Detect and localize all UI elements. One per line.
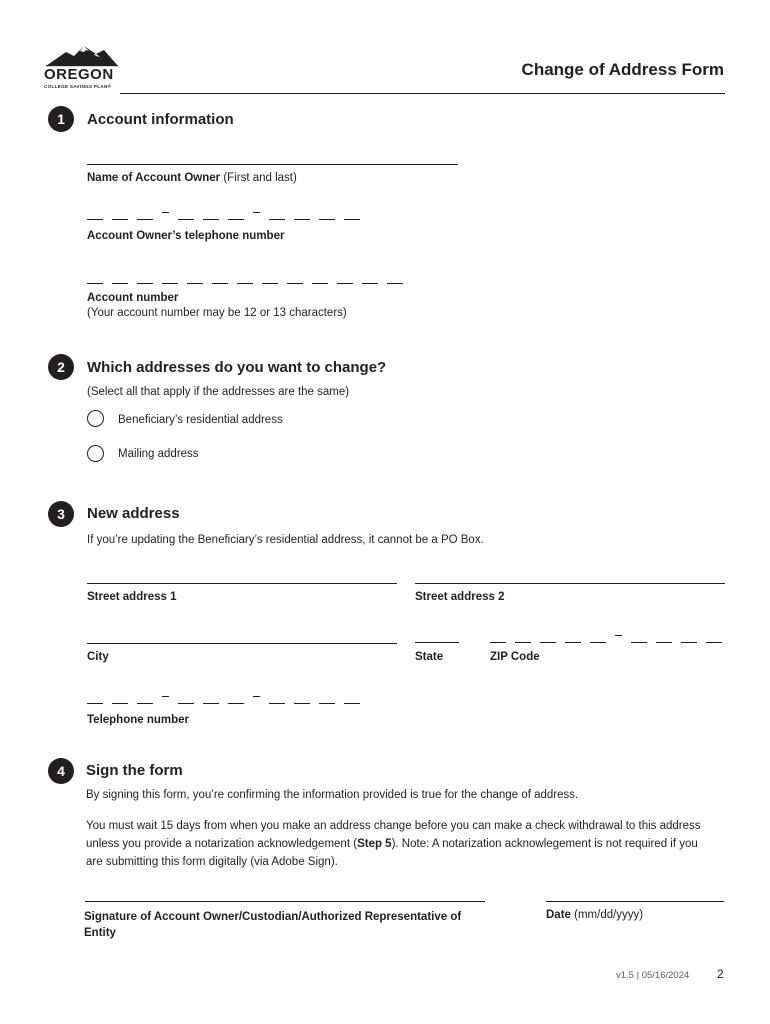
owner-name-field[interactable] bbox=[87, 164, 458, 165]
street-address-1-field[interactable] bbox=[87, 583, 397, 584]
account-number-hint: (Your account number may be 12 or 13 characters) bbox=[87, 307, 347, 319]
section-1-title: Account information bbox=[87, 111, 234, 128]
logo-wordmark: OREGON bbox=[44, 66, 114, 83]
step-4-badge: 4 bbox=[48, 758, 74, 784]
option-beneficiary-address-label: Beneficiary’s residential address bbox=[118, 414, 283, 426]
owner-name-label: Name of Account Owner (First and last) bbox=[87, 172, 297, 184]
account-number-label: Account number bbox=[87, 292, 179, 304]
owner-phone-label: Account Owner’s telephone number bbox=[87, 230, 285, 242]
new-phone-field[interactable] bbox=[87, 690, 369, 704]
street-address-2-label: Street address 2 bbox=[415, 591, 505, 603]
page-number: 2 bbox=[717, 967, 724, 981]
step-3-badge: 3 bbox=[48, 501, 74, 527]
radio-mailing-address[interactable] bbox=[87, 445, 104, 462]
zip-code-label: ZIP Code bbox=[490, 651, 540, 663]
option-mailing-address-label: Mailing address bbox=[118, 448, 199, 460]
form-title: Change of Address Form bbox=[521, 60, 724, 79]
section-4-paragraph-2: You must wait 15 days from when you make an address change before you can make a check withdrawal to this address unless you provide a notarization acknowledgement (Step 5). Note: A notarization acknowlegement is not required if you are submitting this form digitally (via Adobe Sign). bbox=[86, 820, 701, 868]
section-2-instructions: (Select all that apply if the addresses are the same) bbox=[87, 386, 350, 398]
step-1-badge: 1 bbox=[48, 106, 74, 132]
signature-field[interactable] bbox=[85, 901, 485, 902]
account-number-field[interactable] bbox=[87, 270, 412, 284]
city-field[interactable] bbox=[87, 643, 397, 644]
city-label: City bbox=[87, 651, 109, 663]
date-label: Date (mm/dd/yyyy) bbox=[546, 909, 644, 921]
section-3-instructions: If you’re updating the Beneficiary’s residential address, it cannot be a PO Box. bbox=[87, 534, 484, 546]
section-4-paragraph-1: By signing this form, you’re confirming the information provided is true for the change of address. bbox=[86, 789, 579, 801]
new-phone-label: Telephone number bbox=[87, 714, 190, 726]
header-rule bbox=[120, 93, 725, 94]
section-2-title: Which addresses do you want to change? bbox=[87, 359, 387, 376]
form-version: v1.5 | 05/16/2024 bbox=[616, 970, 690, 981]
state-field[interactable] bbox=[415, 629, 468, 643]
logo-subtitle: COLLEGE SAVINGS PLAN® bbox=[44, 84, 112, 89]
signature-label: Signature of Account Owner/Custodian/Authorized Representative of Entity bbox=[84, 911, 462, 939]
date-field[interactable] bbox=[546, 901, 724, 902]
street-address-1-label: Street address 1 bbox=[87, 591, 177, 603]
state-label: State bbox=[415, 651, 444, 663]
radio-beneficiary-address[interactable] bbox=[87, 410, 104, 427]
step-2-badge: 2 bbox=[48, 354, 74, 380]
section-3-title: New address bbox=[87, 505, 180, 522]
owner-phone-field[interactable] bbox=[87, 206, 369, 220]
street-address-2-field[interactable] bbox=[415, 583, 725, 584]
zip-code-field[interactable] bbox=[490, 629, 731, 643]
section-4-title: Sign the form bbox=[86, 762, 183, 779]
